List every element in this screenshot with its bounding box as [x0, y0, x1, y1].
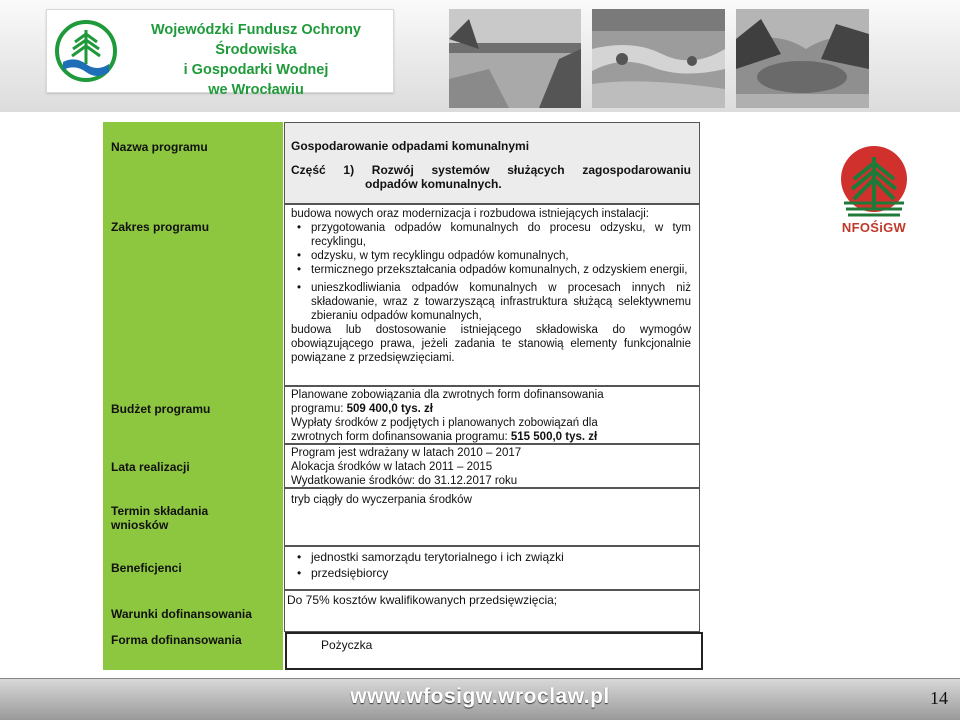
scope-item: • termicznego przekształcania odpadów komunalnych, z odzyskiem energii,: [291, 263, 691, 277]
label-program-name: Nazwa programu: [111, 140, 208, 154]
cell-form: [285, 632, 703, 670]
scope-intro: budowa nowych oraz modernizacja i rozbudowa istniejących instalacji:: [291, 208, 649, 220]
cell-budget: [284, 386, 700, 444]
budget-line2: [291, 402, 691, 416]
program-part-line2: odpadów komunalnych.: [365, 177, 502, 191]
deadline-value: tryb ciągły do wyczerpania środków: [291, 494, 472, 506]
years-line3: Wydatkowanie środków: do 31.12.2017 roku: [291, 475, 518, 487]
label-beneficiaries: Beneficjenci: [111, 561, 182, 575]
tree-logo-icon: [55, 20, 117, 82]
label-deadline-line2: wniosków: [111, 518, 169, 532]
label-scope: Zakres programu: [111, 220, 210, 234]
budget-line4-prefix: zwrotnych form dofinansowania programu:: [291, 431, 511, 443]
program-title: Gospodarowanie odpadami komunalnymi: [291, 139, 530, 153]
label-budget: Budżet programu: [111, 402, 211, 416]
header-photo-forest-lake: [736, 9, 869, 108]
scope-list: [291, 221, 691, 323]
nfosigw-label: NFOŚiGW: [841, 220, 907, 235]
conditions-value: Do 75% kosztów kwalifikowanych przedsięwzięcia;: [287, 593, 558, 607]
budget-line1: Planowane zobowiązania dla zwrotnych form dofinansowania: [291, 389, 604, 401]
scope-item: • przygotowania odpadów komunalnych do procesu odzysku, w tym recyklingu,: [291, 221, 691, 249]
header-photo-river: [592, 9, 725, 108]
beneficiary-item: • przedsiębiorcy: [291, 565, 691, 581]
cell-conditions: [284, 590, 700, 632]
wfosigw-logo[interactable]: [46, 9, 394, 98]
form-value: Pożyczka: [321, 638, 373, 652]
program-part-line1: Część 1) Rozwój systemów służących zagospodarowaniu: [291, 163, 691, 177]
footer-website-link[interactable]: www.wfosigw.wroclaw.pl: [350, 685, 610, 708]
footer-bar: [0, 678, 960, 720]
label-form: Forma dofinansowania: [111, 633, 242, 647]
cell-deadline: [284, 488, 700, 546]
org-name-line2: i Gospodarki Wodnej: [183, 62, 329, 78]
beneficiary-item: • jednostki samorządu terytorialnego i ich związki: [291, 549, 691, 565]
budget-line3: Wypłaty środków z podjętych i planowanych zobowiązań dla: [291, 417, 598, 429]
header-band: [0, 0, 960, 112]
label-conditions: Warunki dofinansowania: [111, 607, 252, 621]
scope-item: • odzysku, w tym recyklingu odpadów komunalnych,: [291, 249, 691, 263]
years-line2: Alokacja środków w latach 2011 – 2015: [291, 461, 493, 473]
label-deadline: [111, 504, 208, 532]
cell-years: [284, 444, 700, 488]
budget-payout-value: 515 500,0 tys. zł: [510, 431, 598, 443]
beneficiaries-list: [291, 549, 691, 581]
org-name-line3: we Wrocławiu: [208, 82, 304, 98]
budget-line4: [291, 430, 691, 444]
header-photo-lake: [449, 9, 581, 108]
org-name: [123, 20, 389, 100]
cell-program-name: [284, 122, 700, 204]
org-name-line1: Wojewódzki Fundusz Ochrony Środowiska: [151, 22, 361, 58]
scope-outro: budowa lub dostosowanie istniejącego składowiska do wymogów obowiązującego prawa, jeżeli zadania te stanowią elementy funkcjonalnie powiązane z przedsięwzięciami.: [291, 324, 691, 364]
scope-item: • unieszkodliwiania odpadów komunalnych w procesach innych niż składowanie, wraz z towarzyszącą infrastruktura służącą selektywnemu zbieraniu odpadów komunalnych,: [291, 281, 691, 323]
label-deadline-line1: Termin składania: [111, 504, 209, 518]
label-years: Lata realizacji: [111, 460, 190, 474]
years-line1: Program jest wdrażany w latach 2010 – 2017: [291, 447, 522, 459]
cell-beneficiaries: [284, 546, 700, 590]
budget-planned-value: 509 400,0 tys. zł: [346, 403, 433, 415]
budget-line2-prefix: programu:: [291, 403, 347, 415]
page-number: 14: [930, 688, 948, 708]
cell-scope: [284, 204, 700, 386]
